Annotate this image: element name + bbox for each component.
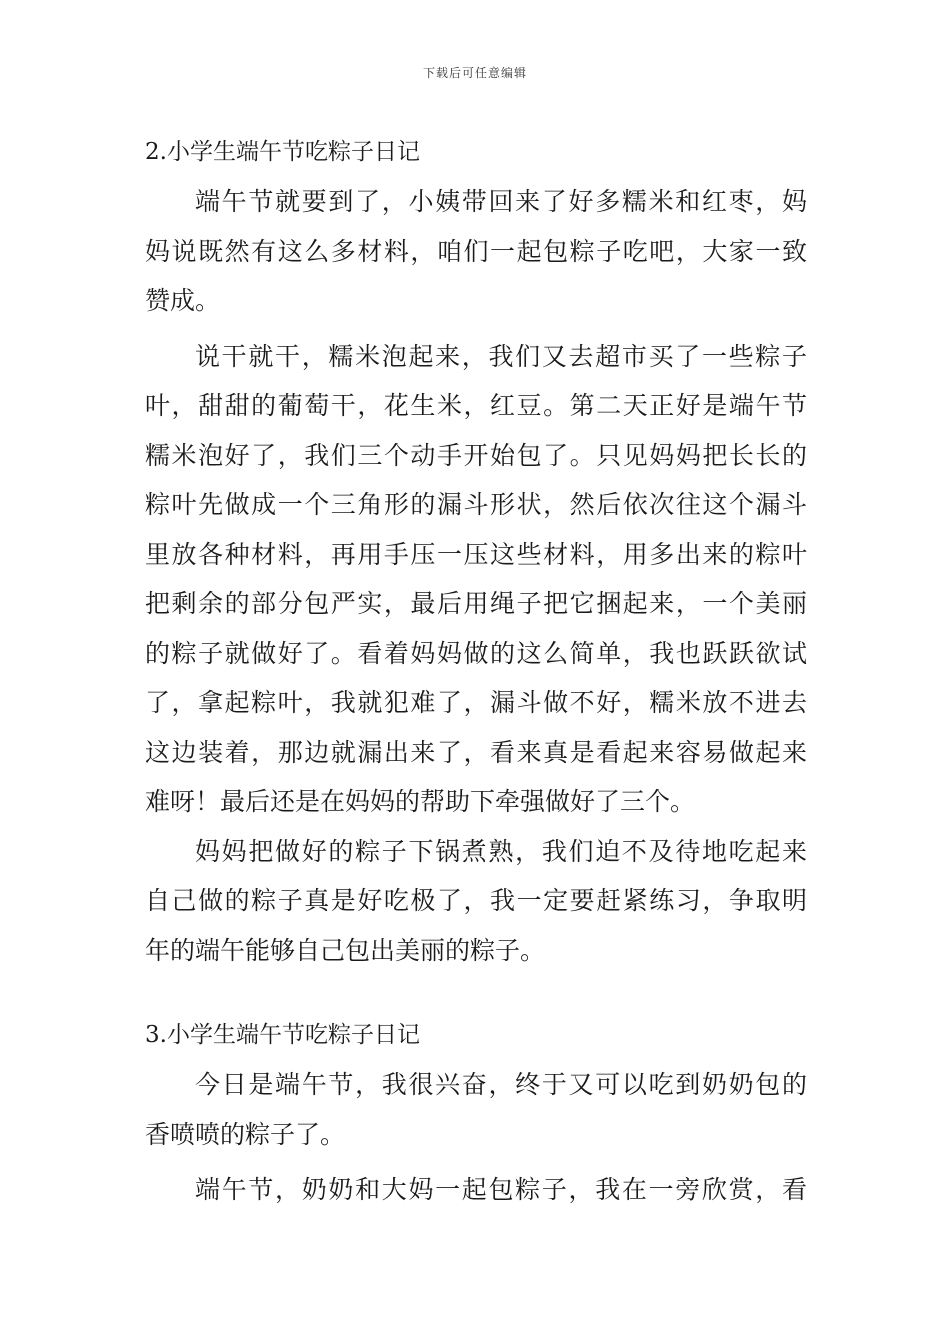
paragraph: [145, 1165, 807, 1215]
text-line: 粽叶先做成一个三角形的漏斗形状，然后依次往这个漏斗: [145, 490, 807, 519]
text-line: 年的端午能够自己包出美丽的粽子。: [145, 935, 546, 965]
text-line: 糯米泡好了，我们三个动手开始包了。只见妈妈把长长的: [145, 440, 807, 470]
document-body: [145, 128, 807, 1215]
text-line: 了，拿起粽叶，我就犯难了，漏斗做不好，糯米放不进去: [145, 688, 807, 717]
text-line: 的粽子就做好了。看着妈妈做的这么简单，我也跃跃欲试: [145, 638, 807, 668]
section-gap: [145, 975, 807, 1011]
section-title: 2.小学生端午节吃粽子日记: [145, 139, 420, 165]
paragraph: [145, 332, 807, 827]
header-note: 下载后可任意编辑: [422, 66, 527, 80]
text-line: 难呀！最后还是在妈妈的帮助下牵强做好了三个。: [145, 787, 696, 816]
text-line: 叶，甜甜的葡萄干，花生米，红豆。第二天正好是端午节: [145, 391, 807, 420]
text-line: 赞成。: [145, 286, 221, 315]
paragraph: [145, 827, 807, 976]
text-line: 把剩余的部分包严实，最后用绳子把它捆起来，一个美丽: [145, 589, 807, 618]
text-line: 说干就干，糯米泡起来，我们又去超市买了一些粽子: [195, 341, 807, 371]
paragraph: [145, 177, 807, 326]
paragraph: [145, 1060, 807, 1159]
text-line: 端午节就要到了，小姨带回来了好多糯米和红枣，妈: [195, 187, 807, 216]
section-title: 3.小学生端午节吃粽子日记: [145, 1022, 420, 1048]
text-line: 今日是端午节，我很兴奋，终于又可以吃到奶奶包的: [195, 1070, 807, 1099]
text-line: 里放各种材料，再用手压一压这些材料，用多出来的粽叶: [145, 539, 807, 569]
text-line: 这边装着，那边就漏出来了，看来真是看起来容易做起来: [145, 737, 807, 767]
text-line: 端午节，奶奶和大妈一起包粽子，我在一旁欣赏，看: [195, 1175, 807, 1204]
text-line: 香喷喷的粽子了。: [145, 1119, 346, 1149]
text-line: 自己做的粽子真是好吃极了，我一定要赶紧练习，争取明: [145, 886, 807, 915]
text-line: 妈说既然有这么多材料，咱们一起包粽子吃吧，大家一致: [145, 236, 807, 266]
text-line: 妈妈把做好的粽子下锅煮熟，我们迫不及待地吃起来: [195, 836, 807, 866]
